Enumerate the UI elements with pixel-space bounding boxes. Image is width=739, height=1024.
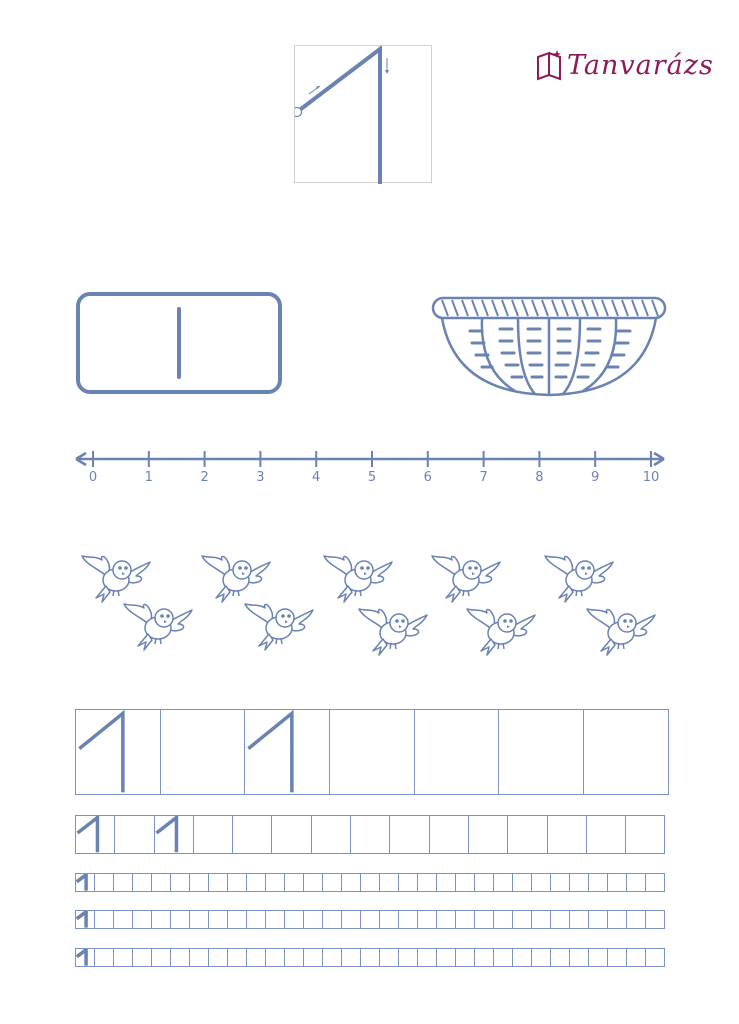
practice-cell[interactable] xyxy=(493,948,513,967)
practice-cell[interactable] xyxy=(550,873,570,892)
digit-one-guide xyxy=(155,816,193,853)
digit-one-guide xyxy=(76,911,94,928)
practice-cell[interactable] xyxy=(625,815,665,854)
practice-cell[interactable] xyxy=(550,910,570,929)
number-line-label: 5 xyxy=(367,470,377,485)
number-line-label: 7 xyxy=(479,470,488,485)
practice-cell[interactable] xyxy=(113,948,133,967)
number-line-label: 3 xyxy=(256,470,265,485)
practice-cell[interactable] xyxy=(607,873,627,892)
practice-cell[interactable] xyxy=(244,709,330,795)
practice-cell[interactable] xyxy=(246,910,266,929)
practice-cell[interactable] xyxy=(588,910,608,929)
practice-cell[interactable] xyxy=(271,815,311,854)
digit-one-guide xyxy=(76,874,94,891)
book-icon xyxy=(535,47,565,83)
practice-row xyxy=(75,910,665,929)
practice-cell[interactable] xyxy=(398,910,418,929)
bird-icon xyxy=(322,548,394,606)
practice-cell[interactable] xyxy=(474,873,494,892)
practice-cell[interactable] xyxy=(113,873,133,892)
practice-cell[interactable] xyxy=(417,948,437,967)
practice-cell[interactable] xyxy=(265,948,285,967)
practice-cell[interactable] xyxy=(322,873,342,892)
practice-cell[interactable] xyxy=(531,948,551,967)
number-line-label: 0 xyxy=(88,470,98,485)
number-line-label: 10 xyxy=(642,470,660,485)
practice-cell[interactable] xyxy=(550,948,570,967)
practice-cell[interactable] xyxy=(436,910,456,929)
practice-cell[interactable] xyxy=(607,910,627,929)
practice-cell[interactable] xyxy=(379,948,399,967)
number-line-label: 2 xyxy=(200,470,209,485)
practice-cell[interactable] xyxy=(303,910,323,929)
practice-cell[interactable] xyxy=(132,873,152,892)
practice-cell[interactable] xyxy=(493,873,513,892)
practice-cell[interactable] xyxy=(322,910,342,929)
bird-icon xyxy=(585,601,657,659)
practice-cell[interactable] xyxy=(265,910,285,929)
practice-cell[interactable] xyxy=(379,873,399,892)
practice-cell[interactable] xyxy=(189,910,209,929)
practice-cell[interactable] xyxy=(94,948,114,967)
practice-cell[interactable] xyxy=(414,709,500,795)
practice-cell[interactable] xyxy=(132,948,152,967)
practice-cell[interactable] xyxy=(569,948,589,967)
practice-cell[interactable] xyxy=(189,873,209,892)
number-line-label: 4 xyxy=(312,470,321,485)
practice-cell[interactable] xyxy=(389,815,429,854)
practice-cell[interactable] xyxy=(151,948,171,967)
practice-cell[interactable] xyxy=(75,709,161,795)
practice-cell[interactable] xyxy=(303,948,323,967)
number-card xyxy=(76,292,282,394)
digit-one-guide xyxy=(76,816,114,853)
practice-cell[interactable] xyxy=(113,910,133,929)
practice-cell[interactable] xyxy=(232,815,272,854)
practice-cell[interactable] xyxy=(493,910,513,929)
bird-icon xyxy=(243,596,315,654)
practice-cell[interactable] xyxy=(512,948,532,967)
practice-cell[interactable] xyxy=(170,910,190,929)
practice-cell[interactable] xyxy=(398,873,418,892)
practice-cell[interactable] xyxy=(512,910,532,929)
practice-cell[interactable] xyxy=(114,815,154,854)
practice-cell[interactable] xyxy=(547,815,587,854)
practice-cell[interactable] xyxy=(507,815,547,854)
practice-cell[interactable] xyxy=(329,709,415,795)
practice-cell[interactable] xyxy=(341,873,361,892)
practice-cell[interactable] xyxy=(531,910,551,929)
logo-text: Tanvarázs xyxy=(567,49,714,81)
practice-cell[interactable] xyxy=(626,873,646,892)
practice-cell[interactable] xyxy=(429,815,469,854)
practice-cell[interactable] xyxy=(284,910,304,929)
practice-cell[interactable] xyxy=(151,910,171,929)
digit-one-guide xyxy=(76,949,94,966)
practice-cell[interactable] xyxy=(436,948,456,967)
number-one-stroke xyxy=(177,307,181,379)
practice-row xyxy=(75,948,665,967)
practice-cell[interactable] xyxy=(586,815,626,854)
practice-cell[interactable] xyxy=(512,873,532,892)
practice-cell[interactable] xyxy=(341,948,361,967)
practice-cell[interactable] xyxy=(151,873,171,892)
number-line xyxy=(70,446,670,472)
practice-cell[interactable] xyxy=(417,910,437,929)
practice-cell[interactable] xyxy=(350,815,390,854)
practice-cell[interactable] xyxy=(645,873,665,892)
number-line-label: 6 xyxy=(423,470,432,485)
practice-cell[interactable] xyxy=(227,873,247,892)
practice-cell[interactable] xyxy=(417,873,437,892)
practice-cell[interactable] xyxy=(569,873,589,892)
practice-cell[interactable] xyxy=(531,873,551,892)
practice-cell[interactable] xyxy=(626,948,646,967)
practice-cell[interactable] xyxy=(474,910,494,929)
bird-icon xyxy=(465,601,537,659)
practice-cell[interactable] xyxy=(75,873,95,892)
practice-cell[interactable] xyxy=(398,948,418,967)
practice-cell[interactable] xyxy=(170,873,190,892)
practice-cell[interactable] xyxy=(626,910,646,929)
practice-cell[interactable] xyxy=(303,873,323,892)
practice-cell[interactable] xyxy=(94,910,114,929)
stroke-order-box xyxy=(294,45,432,183)
practice-cell[interactable] xyxy=(645,948,665,967)
practice-row xyxy=(75,815,665,854)
bird-icon xyxy=(430,548,502,606)
practice-cell[interactable] xyxy=(341,910,361,929)
practice-cell[interactable] xyxy=(474,948,494,967)
bird-icon xyxy=(543,548,615,606)
practice-cell[interactable] xyxy=(75,815,115,854)
practice-cell[interactable] xyxy=(360,910,380,929)
number-line-label: 8 xyxy=(535,470,544,485)
practice-cell[interactable] xyxy=(498,709,584,795)
practice-cell[interactable] xyxy=(588,873,608,892)
digit-one-guide xyxy=(76,710,160,794)
practice-row xyxy=(75,709,669,795)
practice-cell[interactable] xyxy=(208,873,228,892)
practice-cell[interactable] xyxy=(436,873,456,892)
practice-cell[interactable] xyxy=(588,948,608,967)
practice-cell[interactable] xyxy=(208,910,228,929)
practice-cell[interactable] xyxy=(94,873,114,892)
practice-cell[interactable] xyxy=(265,873,285,892)
practice-cell[interactable] xyxy=(227,910,247,929)
practice-cell[interactable] xyxy=(75,948,95,967)
practice-cell[interactable] xyxy=(322,948,342,967)
practice-cell[interactable] xyxy=(583,709,669,795)
stroke-order-diagram xyxy=(295,46,433,184)
practice-cell[interactable] xyxy=(227,948,247,967)
number-line-label: 9 xyxy=(591,470,600,485)
practice-cell[interactable] xyxy=(569,910,589,929)
practice-cell[interactable] xyxy=(208,948,228,967)
practice-cell[interactable] xyxy=(360,948,380,967)
practice-cell[interactable] xyxy=(246,873,266,892)
practice-cell[interactable] xyxy=(154,815,194,854)
practice-cell[interactable] xyxy=(284,948,304,967)
practice-cell[interactable] xyxy=(246,948,266,967)
practice-cell[interactable] xyxy=(284,873,304,892)
practice-cell[interactable] xyxy=(455,948,475,967)
practice-cell[interactable] xyxy=(193,815,233,854)
number-line-label: 1 xyxy=(144,470,153,485)
practice-cell[interactable] xyxy=(75,910,95,929)
practice-cell[interactable] xyxy=(455,910,475,929)
digit-one-guide xyxy=(245,710,329,794)
practice-cell[interactable] xyxy=(132,910,152,929)
practice-cell[interactable] xyxy=(468,815,508,854)
tanvarazs-logo xyxy=(535,40,720,90)
practice-cell[interactable] xyxy=(189,948,209,967)
practice-cell[interactable] xyxy=(170,948,190,967)
practice-cell[interactable] xyxy=(455,873,475,892)
practice-cell[interactable] xyxy=(360,873,380,892)
basket-icon xyxy=(430,295,668,399)
bird-icon xyxy=(122,596,194,654)
practice-cell[interactable] xyxy=(160,709,246,795)
practice-row xyxy=(75,873,665,892)
practice-cell[interactable] xyxy=(607,948,627,967)
bird-icon xyxy=(357,601,429,659)
practice-cell[interactable] xyxy=(311,815,351,854)
practice-cell[interactable] xyxy=(379,910,399,929)
practice-cell[interactable] xyxy=(645,910,665,929)
